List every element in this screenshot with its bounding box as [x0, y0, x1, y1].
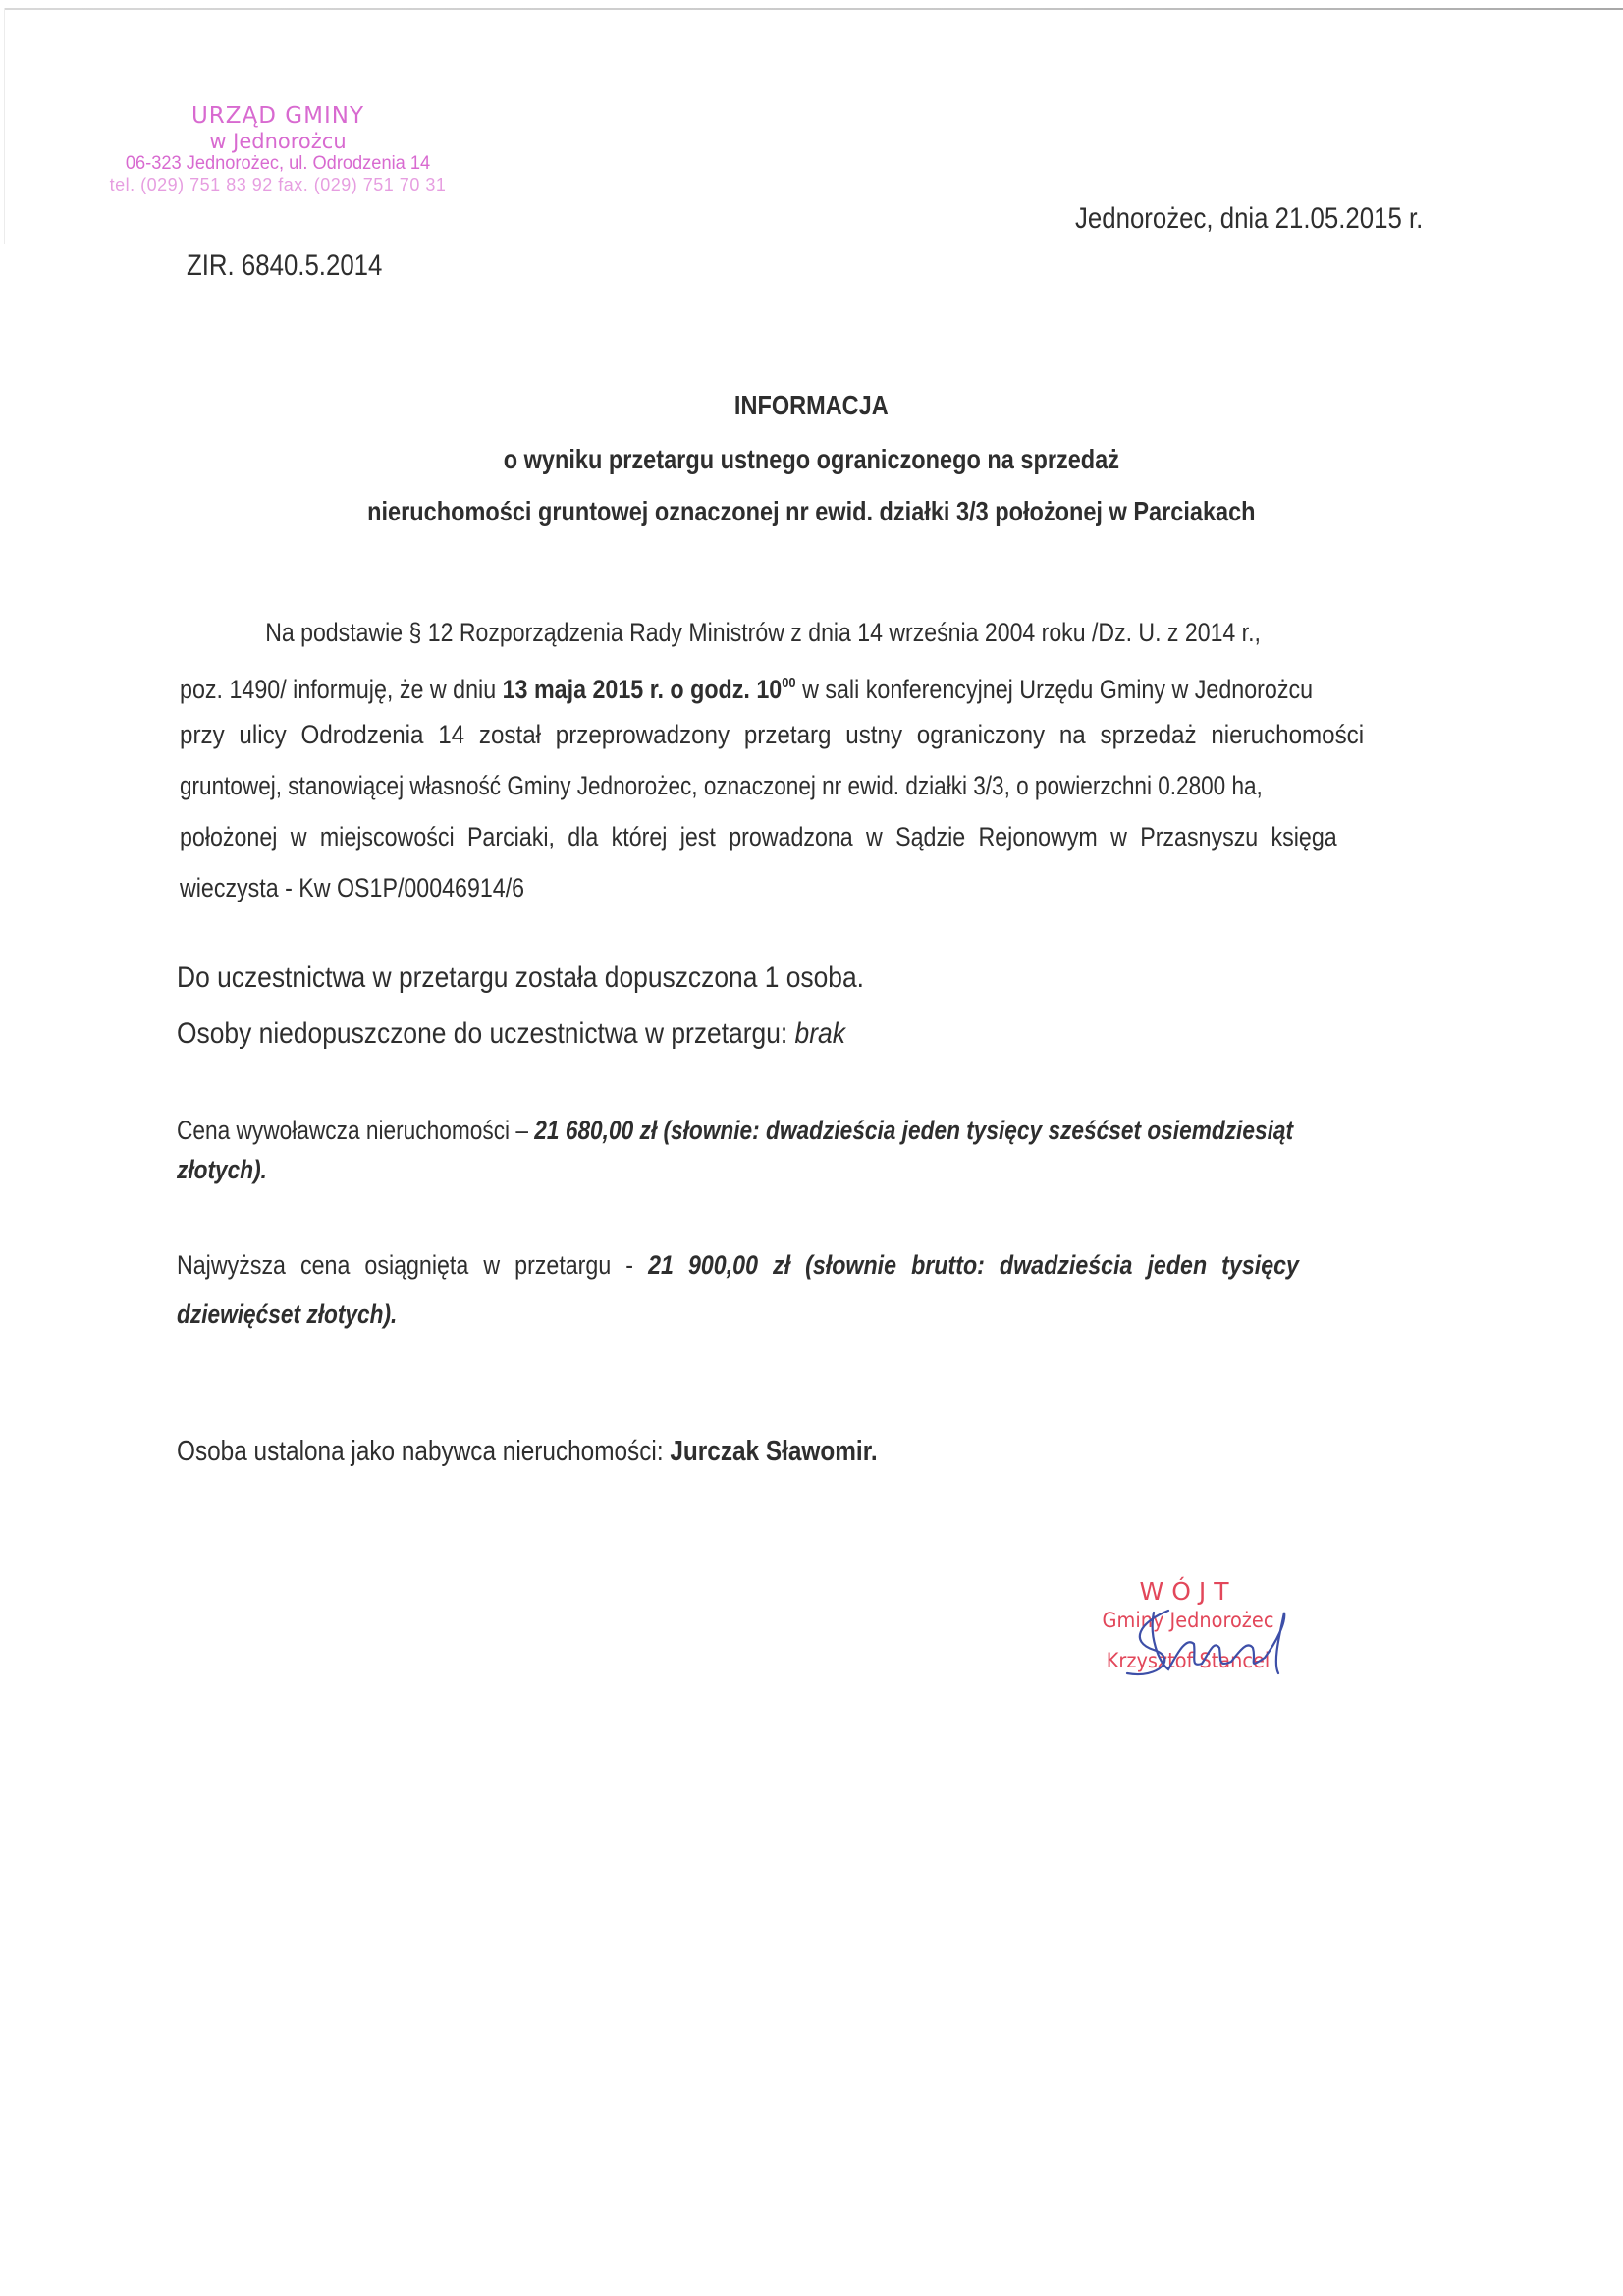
- document-subtitle-line-2: nieruchomości gruntowej oznaczonej nr ewid. działki 3/3 położonej w Parciakach: [367, 496, 1256, 526]
- paragraph-line: poz. 1490/ informuję, że w dniu 13 maja 2015 r. o godz. $10^{00}$ w sali konferencyjnej Urzędu Gminy w Jednorożcu: [180, 675, 1314, 704]
- office-stamp-name: URZĄD GMINY: [190, 103, 365, 129]
- document-subtitle-line-1: o wyniku przetargu ustnego ograniczonego na sprzedaż: [503, 444, 1120, 474]
- paragraph-line: wieczysta - Kw OS1P/00046914/6: [180, 873, 525, 902]
- highest-price-value: 21 900,00 zł (słownie brutto: dwadzieścia jeden tysięcy: [648, 1250, 1299, 1280]
- handwritten-signature: [1100, 1583, 1296, 1691]
- highest-price: Najwyższa cena osiągnięta w przetargu - 21 900,00 zł (słownie brutto: dwadzieścia jeden tysięcy: [177, 1250, 1299, 1280]
- office-stamp-address: 06-323 Jednorożec, ul. Odrodzenia 14: [125, 153, 431, 174]
- buyer: Osoba ustalona jako nabywca nieruchomości: Jurczak Sławomir.: [177, 1436, 878, 1467]
- place-and-date: Jednorożec, dnia 21.05.2015 r.: [1075, 202, 1424, 235]
- paragraph-line: Na podstawie § 12 Rozporządzenia Rady Ministrów z dnia 14 września 2004 roku /Dz. U. z 2014 r.,: [265, 618, 1261, 647]
- paragraph-line: gruntowej, stanowiącej własność Gminy Jednorożec, oznaczonej nr ewid. działki 3/3, o powierzchni 0.2800 ha,: [180, 771, 1263, 800]
- mayor-stamp-title: WÓJT: [1139, 1577, 1237, 1606]
- office-stamp-phone: tel. (029) 751 83 92 fax. (029) 751 70 31: [109, 175, 447, 194]
- document-title: INFORMACJA: [734, 390, 889, 420]
- starting-price-value: 21 680,00 zł (słownie: dwadzieścia jeden tysięcy sześćset osiemdziesiąt: [534, 1116, 1294, 1145]
- auction-date-time: 13 maja 2015 r. o godz. 10: [502, 675, 783, 704]
- highest-price-words-cont: dziewięćset złotych).: [177, 1299, 398, 1329]
- signature-stroke: [1127, 1611, 1284, 1674]
- not-admitted-participants: Osoby niedopuszczone do uczestnictwa w przetargu: brak: [177, 1017, 845, 1050]
- reference-number: ZIR. 6840.5.2014: [187, 249, 383, 282]
- office-stamp: [106, 102, 450, 195]
- mayor-stamp-name: Krzysztof Stancel: [1106, 1649, 1271, 1672]
- not-admitted-value: brak: [794, 1017, 845, 1050]
- scan-edge-line: [4, 8, 1623, 10]
- office-stamp-location: w Jednorożcu: [209, 130, 347, 153]
- auction-time-minutes: 00: [782, 675, 796, 691]
- paragraph-line: położonej w miejscowości Parciaki, dla której jest prowadzona w Sądzie Rejonowym w Przasnyszu księga: [180, 822, 1337, 851]
- paragraph-line: przy ulicy Odrodzenia 14 został przeprowadzony przetarg ustny ograniczony na sprzedaż nieruchomości: [180, 720, 1365, 749]
- buyer-name: Jurczak Sławomir.: [670, 1436, 878, 1467]
- starting-price-words-cont: złotych).: [177, 1155, 267, 1184]
- scan-left-edge: [4, 8, 5, 244]
- starting-price: Cena wywoławcza nieruchomości – 21 680,00 zł (słownie: dwadzieścia jeden tysięcy sześćset osiemdziesiąt: [177, 1116, 1294, 1145]
- legal-basis-paragraph: [180, 607, 1402, 913]
- mayor-stamp-municipality: Gminy Jednorożec: [1102, 1609, 1274, 1632]
- admitted-participants: Do uczestnictwa w przetargu została dopuszczona 1 osoba.: [177, 961, 864, 994]
